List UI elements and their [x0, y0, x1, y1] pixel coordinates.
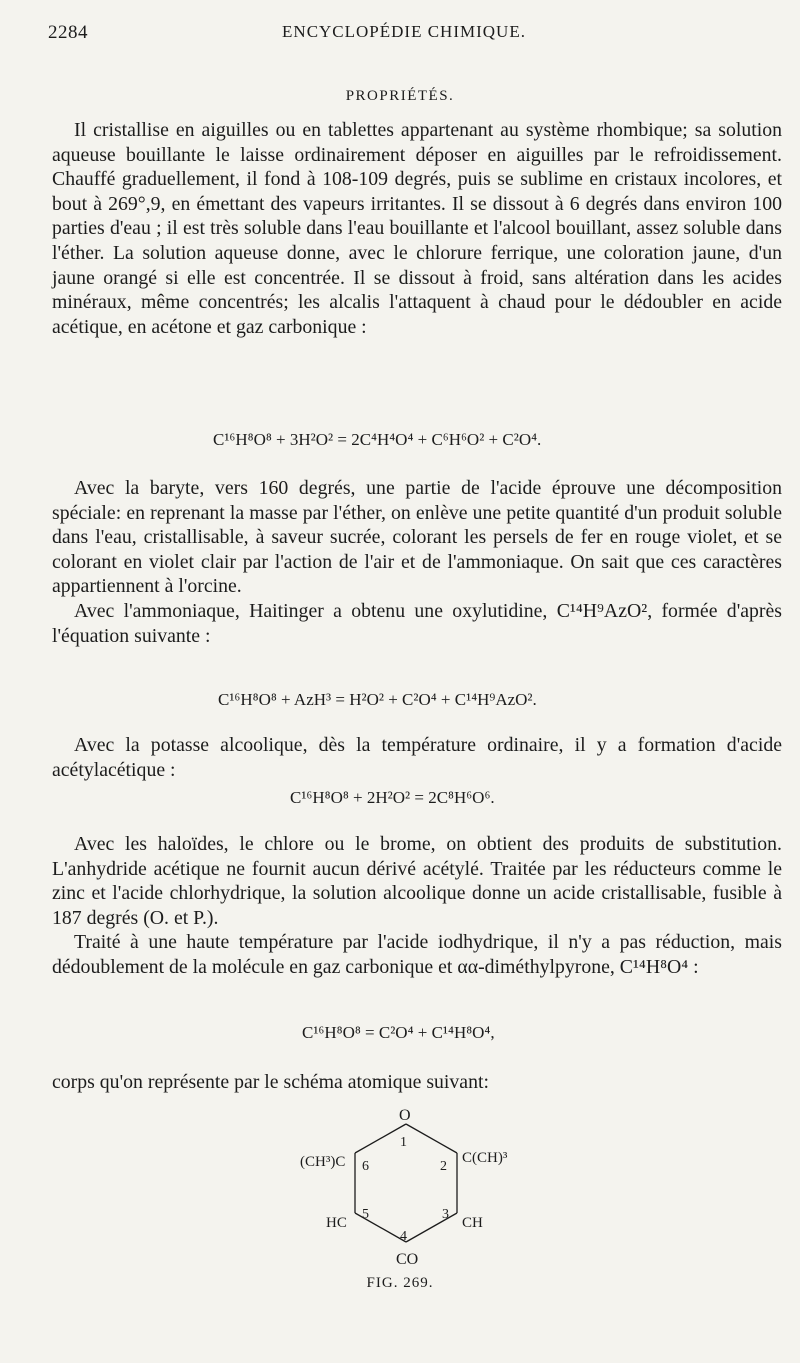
methyl-right: C(CH)³ — [462, 1150, 508, 1166]
ring-bond-1-2 — [406, 1124, 457, 1153]
figure-caption: FIG. 269. — [366, 1275, 434, 1291]
ring-number-1: 1 — [400, 1135, 407, 1150]
equation-decomposition: C¹⁶H⁸O⁸ + 3H²O² = 2C⁴H⁴O⁴ + C⁶H⁶O² + C²O⁴. — [213, 430, 542, 449]
ring-number-2: 2 — [440, 1159, 447, 1174]
ring-oxygen: O — [399, 1107, 411, 1124]
page-number: 2284 — [48, 22, 88, 43]
methyl-left: (CH³)C — [300, 1154, 346, 1170]
ch-right: CH — [462, 1215, 483, 1231]
ring-number-3: 3 — [442, 1207, 449, 1222]
paragraph-baryte: Avec la baryte, vers 160 degrés, une partie de l'acide éprouve une décomposition spéciale: en reprenant la masse par l'éther, on enlève une petite quantité d'un produit soluble dans l'eau, cristallisable, à saveur sucrée, colorant les persels de fer en rouge violet, et se colorant en violet clair par l'action de l'air et de l'ammoniaque. On sait que ces caractères appartiennent à l'orcine. — [52, 477, 782, 598]
paragraph-haloides: Avec les haloïdes, le chlore ou le brome, on obtient des produits de substitution. L'anhydride acétique ne fournit aucun dérivé acétylé. Traitée par les réducteurs comme le zinc et l'acide chlorhydrique, la solution alcoolique donne un acide cristallisable, fusible à 187 degrés (O. et P.). — [52, 833, 782, 929]
section-title: PROPRIÉTÉS. — [345, 88, 455, 104]
carbonyl-group: CO — [396, 1251, 419, 1268]
ring-number-6: 6 — [362, 1159, 369, 1174]
equation-ammoniaque: C¹⁶H⁸O⁸ + AzH³ = H²O² + C²O⁴ + C¹⁴H⁹AzO². — [218, 690, 537, 709]
running-title: ENCYCLOPÉDIE CHIMIQUE. — [282, 22, 526, 41]
ring-bond-6-1 — [355, 1124, 406, 1153]
equation-potasse: C¹⁶H⁸O⁸ + 2H²O² = 2C⁸H⁶O⁶. — [290, 788, 495, 807]
oxylutidine-formula: C¹⁴H⁹AzO² — [556, 599, 648, 622]
equation-dimethylpyrone: C¹⁶H⁸O⁸ = C²O⁴ + C¹⁴H⁸O⁴, — [302, 1023, 495, 1042]
paragraph-ammoniaque-text: Avec l'ammoniaque, Haitinger a obtenu une oxylutidine, — [74, 599, 557, 622]
paragraph-potasse: Avec la potasse alcoolique, dès la température ordinaire, il y a formation d'acide acétylacétique : — [52, 734, 782, 781]
paragraph-crystallisation: Il cristallise en aiguilles ou en tablettes appartenant au système rhombique; sa solution aqueuse bouillante le laisse ordinairement déposer en aiguilles par le refroidissement. Chauffé graduellement, il fond à 108-109 degrés, puis se sublime en cristaux incolores, et bout à 269°,9, en émettant des vapeurs irritantes. Il se dissout à 6 degrés dans environ 100 parties d'eau ; il est très soluble dans l'eau bouillante et l'alcool bouillant, assez soluble dans l'éther. La solution aqueuse donne, avec le chlorure ferrique, une coloration jaune, d'un jaune orangé si elle est concentrée. Il se dissout à froid, sans altération dans les acides minéraux, même concentrés; les alcalis l'attaquent à chaud pour le dédoubler en acide acétique, en acétone et gaz carbonique : — [52, 119, 782, 338]
ring-number-5: 5 — [362, 1207, 369, 1222]
paragraph-iodhydrique: Traité à une haute température par l'acide iodhydrique, il n'y a pas réduction, mais dédoublement de la molécule en gaz carbonique et αα-diméthylpyrone, C¹⁴H⁸O⁴ : — [52, 931, 782, 978]
ring-number-4: 4 — [400, 1229, 407, 1244]
ch-left: HC — [326, 1215, 347, 1231]
paragraph-schema: corps qu'on représente par le schéma atomique suivant: — [52, 1071, 489, 1093]
paragraph-ammoniaque-tail: , formée d'après l'équation suivante : — [52, 599, 782, 647]
ring-bond-3-4 — [406, 1213, 457, 1242]
